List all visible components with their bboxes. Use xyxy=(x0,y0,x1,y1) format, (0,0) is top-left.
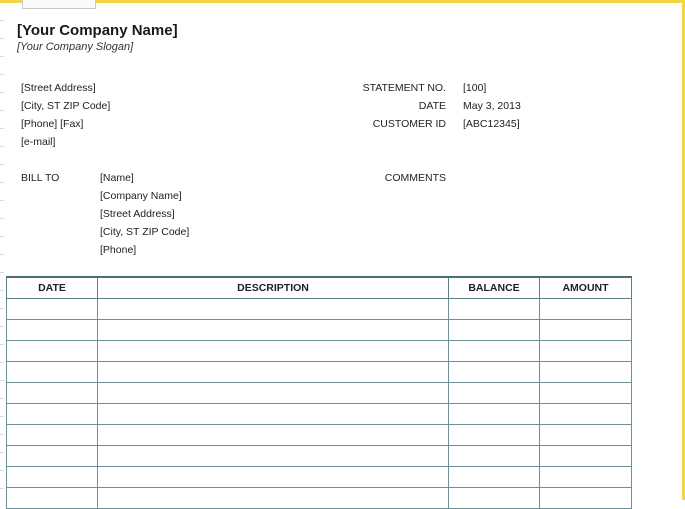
cell-date[interactable] xyxy=(7,467,98,488)
cell-amount[interactable] xyxy=(540,320,632,341)
table-header-row xyxy=(7,277,632,299)
cell-description[interactable] xyxy=(98,320,449,341)
company-name[interactable]: [Your Company Name] xyxy=(17,22,178,39)
company-email[interactable]: [e-mail] xyxy=(21,136,56,148)
cell-description[interactable] xyxy=(98,299,449,320)
cell-date[interactable] xyxy=(7,320,98,341)
top-tab xyxy=(22,0,96,9)
cell-description[interactable] xyxy=(98,488,449,509)
cell-date[interactable] xyxy=(7,425,98,446)
cell-amount[interactable] xyxy=(540,404,632,425)
table-row xyxy=(7,467,632,488)
table-row xyxy=(7,488,632,509)
cell-date[interactable] xyxy=(7,341,98,362)
cell-balance[interactable] xyxy=(449,404,540,425)
company-slogan[interactable]: [Your Company Slogan] xyxy=(17,41,134,53)
table-row xyxy=(7,320,632,341)
cell-date[interactable] xyxy=(7,299,98,320)
cell-balance[interactable] xyxy=(449,383,540,404)
statement-date-value[interactable]: May 3, 2013 xyxy=(463,100,521,112)
cell-amount[interactable] xyxy=(540,362,632,383)
bill-to-company[interactable]: [Company Name] xyxy=(100,190,182,202)
cell-amount[interactable] xyxy=(540,299,632,320)
cell-amount[interactable] xyxy=(540,425,632,446)
cell-date[interactable] xyxy=(7,362,98,383)
bill-to-street[interactable]: [Street Address] xyxy=(100,208,175,220)
company-phone-fax[interactable]: [Phone] [Fax] xyxy=(21,118,84,130)
bill-to-label: BILL TO xyxy=(21,172,60,184)
table-body xyxy=(7,299,632,509)
cell-description[interactable] xyxy=(98,404,449,425)
cell-description[interactable] xyxy=(98,362,449,383)
cell-amount[interactable] xyxy=(540,467,632,488)
cell-description[interactable] xyxy=(98,446,449,467)
cell-amount[interactable] xyxy=(540,383,632,404)
cell-date[interactable] xyxy=(7,404,98,425)
table-row xyxy=(7,404,632,425)
cell-balance[interactable] xyxy=(449,425,540,446)
table-row xyxy=(7,425,632,446)
statement-date-label: DATE xyxy=(418,100,446,112)
cell-date[interactable] xyxy=(7,488,98,509)
cell-balance[interactable] xyxy=(449,341,540,362)
customer-id-label: CUSTOMER ID xyxy=(372,118,446,130)
header-amount: AMOUNT xyxy=(540,277,632,299)
header-date: DATE xyxy=(7,277,98,299)
cell-description[interactable] xyxy=(98,467,449,488)
cell-description[interactable] xyxy=(98,425,449,446)
bill-to-city[interactable]: [City, ST ZIP Code] xyxy=(100,226,190,238)
company-street[interactable]: [Street Address] xyxy=(21,82,96,94)
cell-balance[interactable] xyxy=(449,320,540,341)
cell-amount[interactable] xyxy=(540,488,632,509)
cell-date[interactable] xyxy=(7,446,98,467)
statement-number-label: STATEMENT NO. xyxy=(362,82,446,94)
cell-balance[interactable] xyxy=(449,362,540,383)
statement-table xyxy=(6,276,632,509)
table-row xyxy=(7,362,632,383)
cell-description[interactable] xyxy=(98,383,449,404)
customer-id-value[interactable]: [ABC12345] xyxy=(463,118,520,130)
bill-to-phone[interactable]: [Phone] xyxy=(100,244,137,256)
bill-to-name[interactable]: [Name] xyxy=(100,172,134,184)
company-city[interactable]: [City, ST ZIP Code] xyxy=(21,100,111,112)
table-row xyxy=(7,446,632,467)
table-row xyxy=(7,341,632,362)
cell-amount[interactable] xyxy=(540,446,632,467)
cell-amount[interactable] xyxy=(540,341,632,362)
table-row xyxy=(7,299,632,320)
spreadsheet-gridlines xyxy=(0,3,4,500)
header-balance: BALANCE xyxy=(449,277,540,299)
cell-balance[interactable] xyxy=(449,467,540,488)
statement-number-value[interactable]: [100] xyxy=(463,82,487,94)
cell-date[interactable] xyxy=(7,383,98,404)
cell-balance[interactable] xyxy=(449,299,540,320)
cell-description[interactable] xyxy=(98,341,449,362)
table-row xyxy=(7,383,632,404)
cell-balance[interactable] xyxy=(449,446,540,467)
header-description: DESCRIPTION xyxy=(98,277,449,299)
comments-label: COMMENTS xyxy=(384,172,446,184)
cell-balance[interactable] xyxy=(449,488,540,509)
